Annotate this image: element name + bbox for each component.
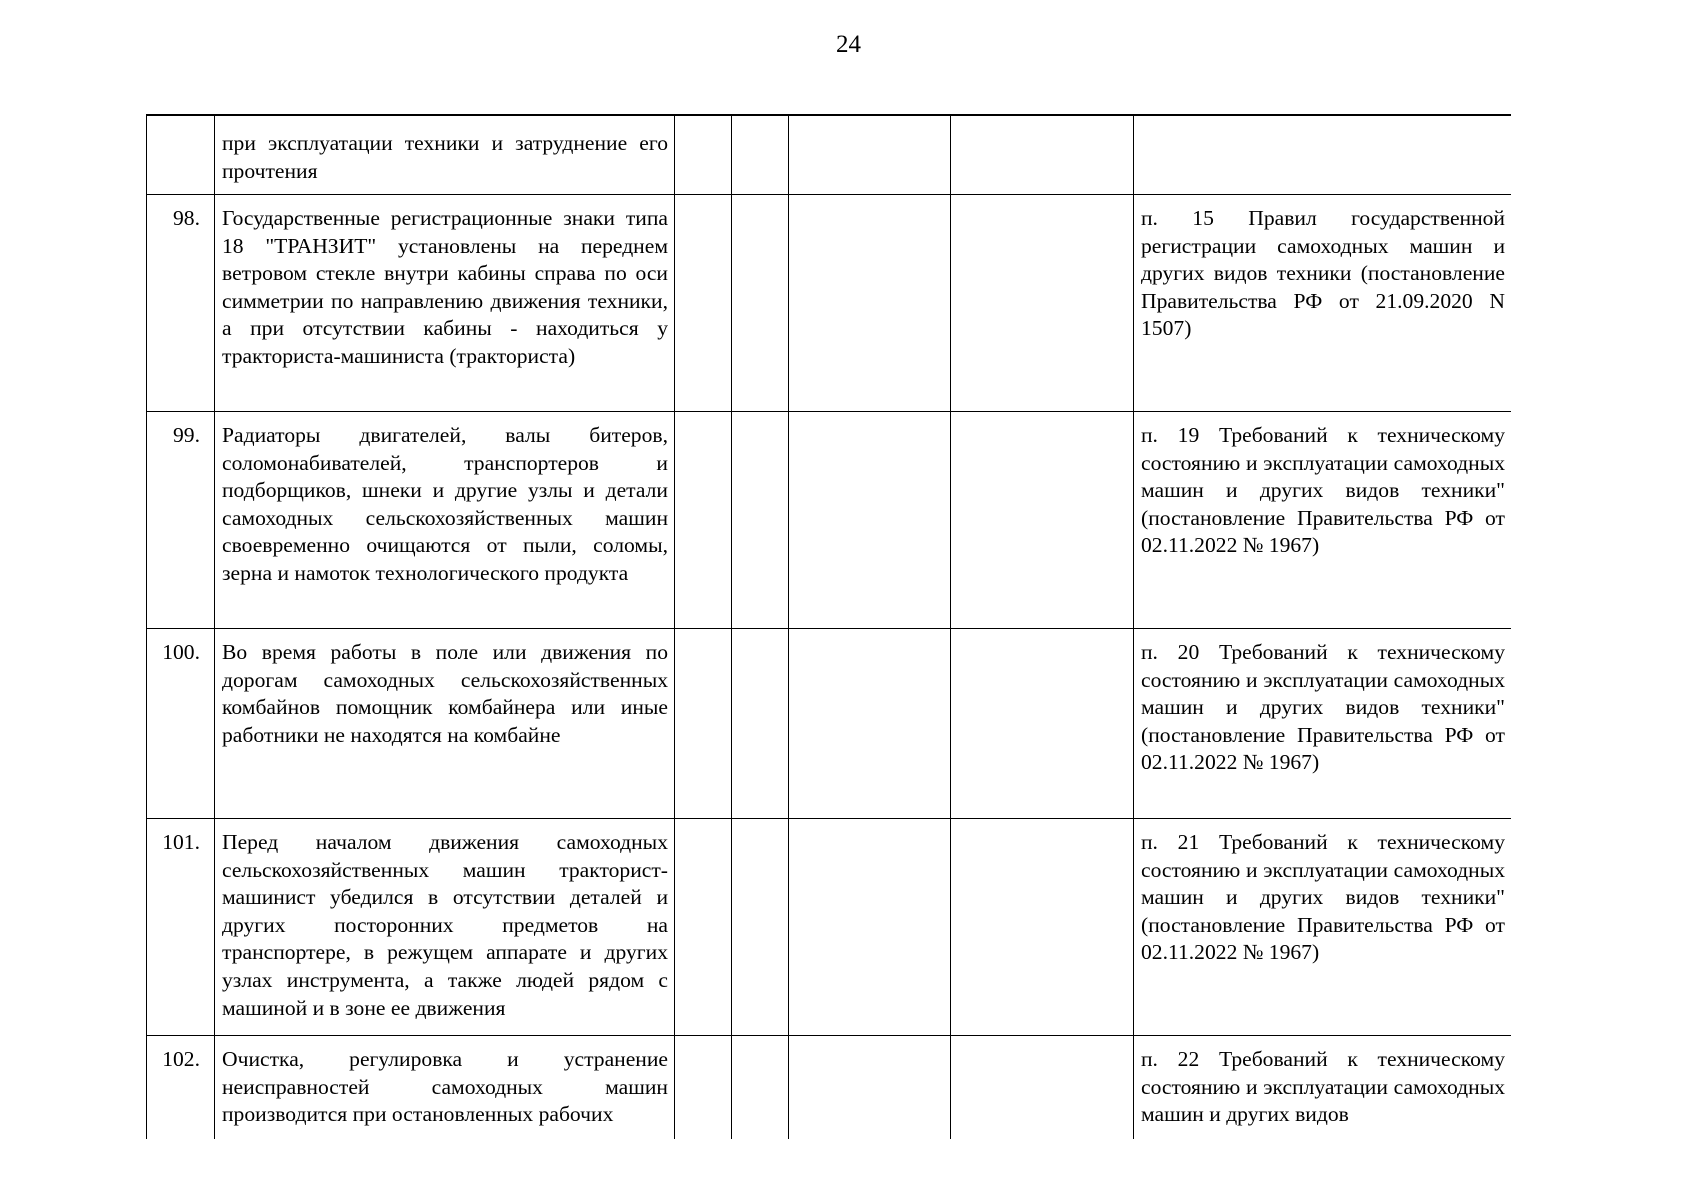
table-row <box>147 412 1512 629</box>
reference-cell: п. 15 Правил государственной регистрации самоходных машин и других видов техники (постановление Правительства РФ от 21.09.2020 N 1507) <box>1134 195 1512 412</box>
empty-cell <box>675 819 732 1036</box>
empty-cell <box>789 195 951 412</box>
requirement-cell: Государственные регистрационные знаки типа 18 "ТРАНЗИТ" установлены на переднем ветровом стекле внутри кабины справа по оси симметрии по направлению движения техники, а при отсутствии кабины - находиться у тракториста-машиниста (тракториста) <box>215 195 675 412</box>
row-number-cell <box>147 116 215 195</box>
empty-cell <box>789 412 951 629</box>
checklist-table <box>146 114 1511 1139</box>
empty-cell <box>789 1036 951 1140</box>
checklist-table-grid <box>146 115 1511 1139</box>
empty-cell <box>732 195 789 412</box>
reference-cell: п. 22 Требований к техническому состоянию и эксплуатации самоходных машин и других видов <box>1134 1036 1512 1140</box>
empty-cell <box>732 629 789 819</box>
row-number-cell: 100. <box>147 629 215 819</box>
requirement-cell: Очистка, регулировка и устранение неисправностей самоходных машин производится при остановленных рабочих <box>215 1036 675 1140</box>
row-number-cell: 99. <box>147 412 215 629</box>
empty-cell <box>675 116 732 195</box>
reference-cell <box>1134 116 1512 195</box>
reference-cell: п. 19 Требований к техническому состоянию и эксплуатации самоходных машин и других видов техники" (постановление Правительства РФ от 02.11.2022 № 1967) <box>1134 412 1512 629</box>
empty-cell <box>732 116 789 195</box>
empty-cell <box>675 412 732 629</box>
row-number-cell: 102. <box>147 1036 215 1140</box>
requirement-cell: Во время работы в поле или движения по дорогам самоходных сельскохозяйственных комбайнов помощник комбайнера или иные работники не находятся на комбайне <box>215 629 675 819</box>
table-row <box>147 1036 1512 1140</box>
table-row <box>147 819 1512 1036</box>
empty-cell <box>732 412 789 629</box>
page-number: 24 <box>836 31 861 58</box>
requirement-cell: при эксплуатации техники и затруднение его прочтения <box>215 116 675 195</box>
table-row <box>147 195 1512 412</box>
empty-cell <box>951 116 1134 195</box>
empty-cell <box>951 819 1134 1036</box>
row-number-cell: 98. <box>147 195 215 412</box>
empty-cell <box>675 195 732 412</box>
empty-cell <box>675 1036 732 1140</box>
requirement-cell: Перед началом движения самоходных сельскохозяйственных машин тракторист-машинист убедился в отсутствии деталей и других посторонних предметов на транспортере, в режущем аппарате и других узлах инструмента, а также людей рядом с машиной и в зоне ее движения <box>215 819 675 1036</box>
empty-cell <box>789 629 951 819</box>
table-row <box>147 629 1512 819</box>
empty-cell <box>789 819 951 1036</box>
empty-cell <box>732 1036 789 1140</box>
reference-cell: п. 20 Требований к техническому состоянию и эксплуатации самоходных машин и других видов техники" (постановление Правительства РФ от 02.11.2022 № 1967) <box>1134 629 1512 819</box>
row-number-cell: 101. <box>147 819 215 1036</box>
empty-cell <box>951 1036 1134 1140</box>
empty-cell <box>951 412 1134 629</box>
table-row <box>147 116 1512 195</box>
empty-cell <box>789 116 951 195</box>
reference-cell: п. 21 Требований к техническому состоянию и эксплуатации самоходных машин и других видов техники" (постановление Правительства РФ от 02.11.2022 № 1967) <box>1134 819 1512 1036</box>
empty-cell <box>732 819 789 1036</box>
empty-cell <box>951 195 1134 412</box>
empty-cell <box>675 629 732 819</box>
empty-cell <box>951 629 1134 819</box>
requirement-cell: Радиаторы двигателей, валы битеров, соломонабивателей, транспортеров и подборщиков, шнеки и другие узлы и детали самоходных сельскохозяйственных машин своевременно очищаются от пыли, соломы, зерна и намоток технологического продукта <box>215 412 675 629</box>
